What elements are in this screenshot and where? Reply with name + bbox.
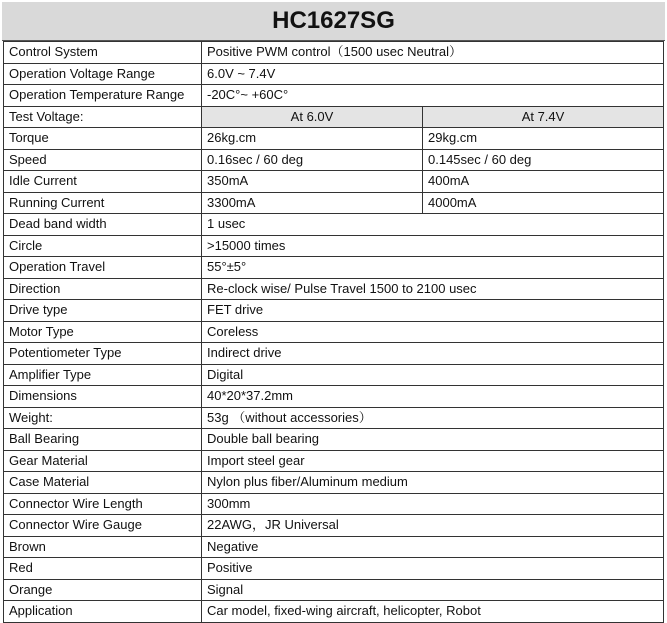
table-row	[4, 257, 664, 279]
row-value-7v4: 4000mA	[423, 192, 664, 214]
row-value: Signal	[202, 579, 664, 601]
table-row	[4, 321, 664, 343]
table-row	[4, 558, 664, 580]
row-label: Gear Material	[4, 450, 202, 472]
row-label: Brown	[4, 536, 202, 558]
row-label: Direction	[4, 278, 202, 300]
table-row	[4, 235, 664, 257]
row-label: Red	[4, 558, 202, 580]
table-row	[4, 386, 664, 408]
row-label: Operation Temperature Range	[4, 85, 202, 107]
row-label: Operation Voltage Range	[4, 63, 202, 85]
row-label: Ball Bearing	[4, 429, 202, 451]
row-value: FET drive	[202, 300, 664, 322]
row-label: Orange	[4, 579, 202, 601]
table-row	[4, 300, 664, 322]
row-value: Positive PWM control（1500 usec Neutral）	[202, 42, 664, 64]
row-value: -20C°~ +60C°	[202, 85, 664, 107]
row-value-6v: 26kg.cm	[202, 128, 423, 150]
table-row	[4, 85, 664, 107]
row-value: Re-clock wise/ Pulse Travel 1500 to 2100 usec	[202, 278, 664, 300]
row-value: Car model, fixed-wing aircraft, helicopter, Robot	[202, 601, 664, 623]
row-value-6v: 0.16sec / 60 deg	[202, 149, 423, 171]
table-row	[4, 214, 664, 236]
row-value: 53g （without accessories）	[202, 407, 664, 429]
row-value-6v: 3300mA	[202, 192, 423, 214]
column-header-7v4: At 7.4V	[423, 106, 664, 128]
table-row	[4, 493, 664, 515]
row-value: 40*20*37.2mm	[202, 386, 664, 408]
table-row	[4, 515, 664, 537]
row-value: Negative	[202, 536, 664, 558]
row-label: Running Current	[4, 192, 202, 214]
row-label: Operation Travel	[4, 257, 202, 279]
row-label: Connector Wire Gauge	[4, 515, 202, 537]
table-row	[4, 601, 664, 623]
row-label: Test Voltage:	[4, 106, 202, 128]
row-value: 22AWG，JR Universal	[202, 515, 664, 537]
row-label: Dead band width	[4, 214, 202, 236]
row-label: Idle Current	[4, 171, 202, 193]
row-label: Dimensions	[4, 386, 202, 408]
row-value: Digital	[202, 364, 664, 386]
table-row	[4, 472, 664, 494]
test-voltage-row	[4, 106, 664, 128]
row-value-6v: 350mA	[202, 171, 423, 193]
row-value: Nylon plus fiber/Aluminum medium	[202, 472, 664, 494]
table-row	[4, 128, 664, 150]
row-value: 1 usec	[202, 214, 664, 236]
spec-table	[3, 41, 664, 623]
table-row	[4, 278, 664, 300]
row-label: Connector Wire Length	[4, 493, 202, 515]
row-label: Application	[4, 601, 202, 623]
row-label: Torque	[4, 128, 202, 150]
row-label: Speed	[4, 149, 202, 171]
row-value: 6.0V ~ 7.4V	[202, 63, 664, 85]
row-value: Double ball bearing	[202, 429, 664, 451]
table-row	[4, 42, 664, 64]
table-row	[4, 429, 664, 451]
column-header-6v: At 6.0V	[202, 106, 423, 128]
row-value: Coreless	[202, 321, 664, 343]
row-label: Potentiometer Type	[4, 343, 202, 365]
row-value: 55°±5°	[202, 257, 664, 279]
row-label: Control System	[4, 42, 202, 64]
table-row	[4, 192, 664, 214]
row-value: >15000 times	[202, 235, 664, 257]
table-row	[4, 536, 664, 558]
table-row	[4, 171, 664, 193]
row-label: Case Material	[4, 472, 202, 494]
row-label: Motor Type	[4, 321, 202, 343]
row-value: 300mm	[202, 493, 664, 515]
table-row	[4, 364, 664, 386]
row-label: Circle	[4, 235, 202, 257]
row-value: Import steel gear	[202, 450, 664, 472]
table-row	[4, 579, 664, 601]
table-row	[4, 149, 664, 171]
row-value-7v4: 400mA	[423, 171, 664, 193]
row-label: Amplifier Type	[4, 364, 202, 386]
row-label: Drive type	[4, 300, 202, 322]
row-value-7v4: 29kg.cm	[423, 128, 664, 150]
spec-title: HC1627SG	[2, 2, 665, 41]
table-row	[4, 450, 664, 472]
table-row	[4, 407, 664, 429]
row-value-7v4: 0.145sec / 60 deg	[423, 149, 664, 171]
row-value: Positive	[202, 558, 664, 580]
table-row	[4, 343, 664, 365]
row-label: Weight:	[4, 407, 202, 429]
table-row	[4, 63, 664, 85]
row-value: Indirect drive	[202, 343, 664, 365]
